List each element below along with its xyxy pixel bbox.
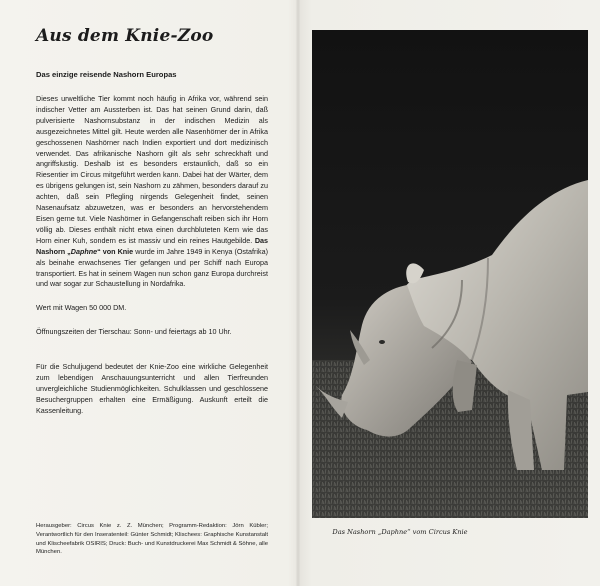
rhino-photo-image [312, 30, 588, 518]
page-fold [296, 0, 300, 586]
paragraph-text-continued: wurde im Jahre 1949 in Kenya (Ostafrika) als beinahe erwachsenes Tier gefangen und per Schiff nach Europa transportiert. Es hat in seinem Wagen nun schon ganz Europa durchreist und war sogar zur Schaustellung in Nordafrika. [36, 246, 268, 289]
bold-text-b: “ von Knie [97, 246, 134, 256]
imprint: Herausgeber: Circus Knie z. Z. München; Programm-Redaktion: Jörn Kübler; Verantwortlich für den Inseratenteil: Günter Schmidt; Klischees: Graphische Kunstanstalt und Klischeefabrik OSIRIS; Druck: Buch- und Kunstdruckerei Max Schmidt & Söhne, alle München. [36, 523, 268, 556]
bold-text-a: Das Nashorn „ [36, 235, 268, 256]
photo-caption: Das Nashorn „Daphne“ vom Circus Knie [332, 528, 468, 536]
rhino-photo [312, 30, 588, 518]
school-info: Für die Schuljugend bedeutet der Knie-Zoo eine wirkliche Gelegenheit zum lebendigen Anschauungsunterricht und allen Tierfreunden unvergleichliche Studienmöglichkeiten. Schulklassen und geschlossene Besuchergruppen erhalten eine Ermäßigung. Auskunft erteilt die Kassenleitung. [36, 362, 268, 415]
value-line: Wert mit Wagen 50 000 DM. [36, 303, 127, 313]
text-column [36, 26, 268, 417]
paragraph-rhino-description [36, 94, 268, 290]
paragraph-text: Dieses urweltliche Tier kommt noch häufig in Afrika vor, während sein indischer Vetter am Aussterben ist. Das hat seinen Grund darin, daß pulverisierte Nashornsubstanz in der indischen Medizin als ausgezeichnetes Mittel gilt. Heute werden alle Nasenhörner der in Afrika geschossenen Nashörner nach Indien exportiert und dort medizinisch verwendet. Das afrikanische Nashorn gilt als sehr schreckhaft und angriffslustig. Deshalb ist es besonders erstaunlich, daß so ein Riesentier im Circus mitgeführt werden kann. Dabei hat der Wärter, dem es übrigens gelungen ist, sein Nashorn zu zähmen, besonders darauf zu achten, daß sein Pflegling nirgends Gelegenheit findet, seinen Nasenaufsatz abzuwetzen, was er besonders an hervorstehendem Eisen gerne tut. Viele Nashörner in Gefangenschaft reiben sich ihr Horn völlig ab. Dieses enthält nicht etwa einen durchbluteten Kern wie das Horn einer Kuh, sondern es ist massiv und ein reines Hautgebilde. [36, 94, 268, 245]
rhino-name: Daphne [70, 246, 98, 256]
page-title: Aus dem Knie-Zoo [36, 26, 214, 46]
article-subtitle: Das einzige reisende Nashorn Europas [36, 70, 177, 79]
opening-hours: Öffnungszeiten der Tierschau: Sonn- und feiertags ab 10 Uhr. [36, 327, 232, 337]
